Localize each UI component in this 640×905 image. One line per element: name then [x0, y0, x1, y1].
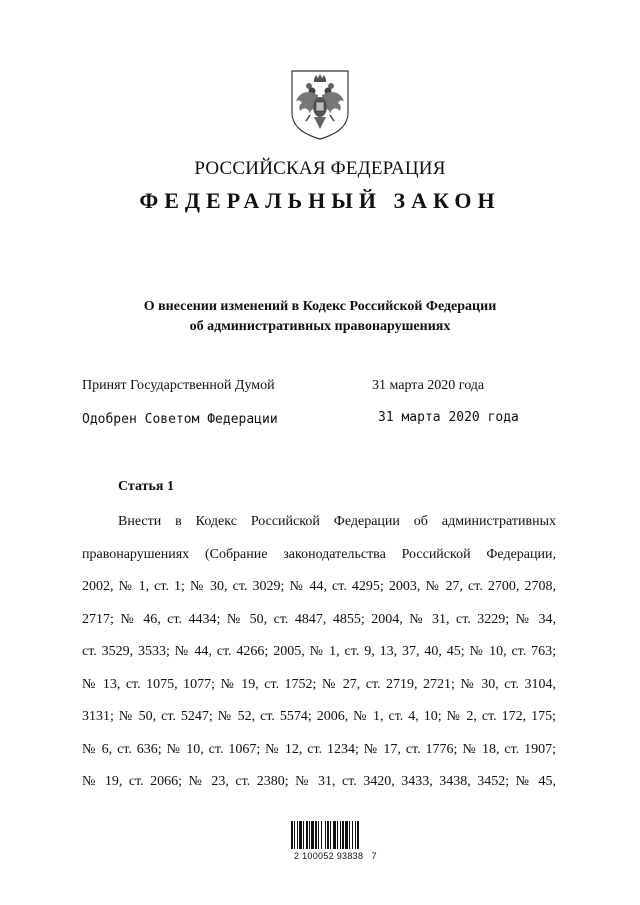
- country-name: РОССИЙСКАЯ ФЕДЕРАЦИЯ: [194, 158, 446, 179]
- barcode-bar: [299, 821, 302, 849]
- barcode-bar: [311, 821, 314, 849]
- article-body: [82, 506, 556, 799]
- article-line: Внести в Кодекс Российской Федерации об административных: [118, 514, 556, 529]
- barcode-bar: [321, 821, 322, 849]
- barcode-bar: [357, 821, 359, 849]
- law-subject-line: О внесении изменений в Кодекс Российской Федерации: [143, 299, 497, 314]
- barcode-bar: [349, 821, 350, 849]
- barcode-bar: [340, 821, 341, 849]
- article-line: правонарушениях (Собрание законодательства Российской Федерации,: [82, 546, 556, 562]
- article-line: ст. 3529, 3533; № 44, ст. 4266; 2005, № 1, ст. 9, 13, 37, 40, 45; № 10, ст. 763;: [82, 644, 556, 659]
- barcode-bar: [315, 821, 317, 849]
- barcode-bar: [294, 821, 295, 849]
- barcode-bar: [309, 821, 310, 849]
- barcode-bar: [318, 821, 319, 849]
- law-subject: [0, 297, 640, 337]
- barcode-bar: [342, 821, 344, 849]
- approved-date: 31 марта 2020 года: [378, 410, 519, 425]
- barcode-bar: [352, 821, 353, 849]
- article-line: 2717; № 46, ст. 4434; № 50, ст. 4847, 4855; 2004, № 31, ст. 3229; № 34,: [82, 611, 556, 627]
- adopted-date: 31 марта 2020 года: [372, 378, 485, 393]
- barcode-bar: [355, 821, 356, 849]
- coat-of-arms-icon: [288, 69, 352, 141]
- barcode-bar: [306, 821, 308, 849]
- article-heading: Статья 1: [118, 479, 174, 494]
- barcode-bar: [330, 821, 331, 849]
- article-line: 2002, № 1, ст. 1; № 30, ст. 3029; № 44, ст. 4295; 2003, № 27, ст. 2700, 2708,: [82, 579, 556, 594]
- article-line: № 6, ст. 636; № 10, ст. 1067; № 12, ст. 1234; № 17, ст. 1776; № 18, ст. 1907;: [82, 741, 556, 757]
- barcode-bar: [327, 821, 329, 849]
- barcode-number: 2 100052 93838 7: [294, 851, 377, 861]
- adopted-label: Принят Государственной Думой: [82, 378, 275, 393]
- law-type-title: ФЕДЕРАЛЬНЫЙ ЗАКОН: [139, 188, 501, 213]
- approved-label: Одобрен Советом Федерации: [82, 412, 278, 427]
- article-line: № 13, ст. 1075, 1077; № 19, ст. 1752; № 27, ст. 2719, 2721; № 30, ст. 3104,: [82, 676, 556, 692]
- article-line: № 19, ст. 2066; № 23, ст. 2380; № 31, ст. 3420, 3433, 3438, 3452; № 45,: [82, 774, 556, 789]
- barcode-bar: [325, 821, 326, 849]
- law-subject-line: об административных правонарушениях: [189, 319, 451, 334]
- barcode-bar: [337, 821, 338, 849]
- barcode-bar: [345, 821, 348, 849]
- article-line: 3131; № 50, ст. 5247; № 52, ст. 5574; 2006, № 1, ст. 4, 10; № 2, ст. 172, 175;: [82, 709, 556, 724]
- barcode-bar: [333, 821, 336, 849]
- barcode-bar: [291, 821, 293, 849]
- barcode-bar: [297, 821, 298, 849]
- barcode-bar: [303, 821, 304, 849]
